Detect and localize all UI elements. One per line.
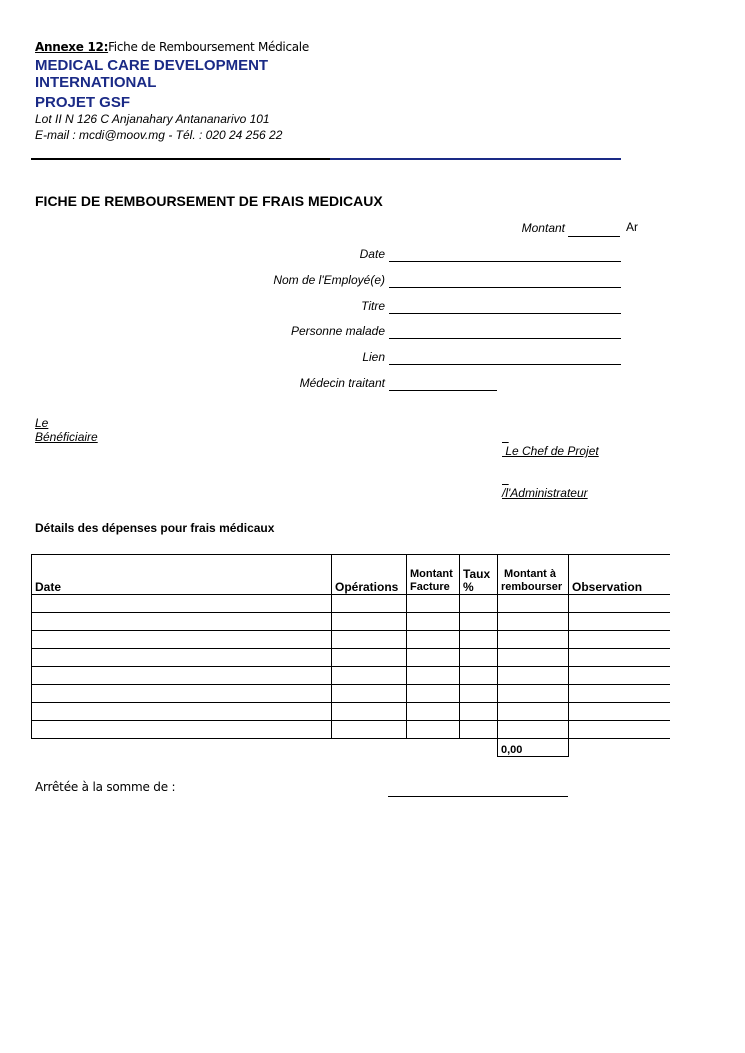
- doctor-label: Médecin traitant: [299, 376, 385, 390]
- cell-observation[interactable]: [569, 649, 670, 667]
- cell-observation[interactable]: [569, 667, 670, 685]
- cell-taux[interactable]: [460, 667, 498, 685]
- cell-date[interactable]: [32, 595, 332, 613]
- table-row: [32, 595, 670, 613]
- table-row: [32, 631, 670, 649]
- cell-operations[interactable]: [332, 613, 407, 631]
- cell-taux[interactable]: [460, 685, 498, 703]
- cell-date[interactable]: [32, 685, 332, 703]
- cell-montant-facture[interactable]: [407, 667, 460, 685]
- table-row: [32, 703, 670, 721]
- col-taux: [460, 555, 498, 595]
- employee-label: Nom de l'Employé(e): [273, 273, 385, 287]
- col-montant-facture-line1: Montant: [410, 568, 453, 580]
- cell-operations[interactable]: [332, 631, 407, 649]
- cell-observation[interactable]: [569, 631, 670, 649]
- table-row: [32, 685, 670, 703]
- cell-observation[interactable]: [569, 703, 670, 721]
- doctor-field[interactable]: [389, 390, 497, 391]
- annex-title: [35, 40, 309, 54]
- col-montant-rembourser: [498, 555, 569, 595]
- annex-label: Annexe 12:: [35, 40, 109, 54]
- chief-line2: /l'Administrateur: [502, 486, 588, 500]
- col-taux-line1: Taux: [463, 567, 491, 581]
- cell-operations[interactable]: [332, 703, 407, 721]
- cell-taux[interactable]: [460, 703, 498, 721]
- table-row: [32, 613, 670, 631]
- cell-montant-facture[interactable]: [407, 649, 460, 667]
- col-rembourser-line2: rembourser: [501, 581, 563, 593]
- cell-date[interactable]: [32, 631, 332, 649]
- cell-montant-rembourser[interactable]: [498, 721, 569, 739]
- titre-field[interactable]: [389, 313, 621, 314]
- lien-field[interactable]: [389, 364, 621, 365]
- header-divider-accent: [330, 158, 621, 160]
- beneficiary-line2: Bénéficiaire: [35, 430, 98, 444]
- cell-operations[interactable]: [332, 667, 407, 685]
- cell-date[interactable]: [32, 667, 332, 685]
- col-observation: Observation: [569, 555, 670, 595]
- cell-montant-rembourser[interactable]: [498, 703, 569, 721]
- cell-taux[interactable]: [460, 613, 498, 631]
- annex-text: Fiche de Remboursement Médicale: [108, 40, 309, 54]
- date-field[interactable]: [389, 261, 621, 262]
- cell-montant-facture[interactable]: [407, 703, 460, 721]
- expenses-table: [31, 554, 670, 757]
- montant-label: Montant: [521, 221, 565, 235]
- titre-label: Titre: [361, 299, 385, 313]
- date-label: Date: [359, 247, 385, 261]
- patient-field[interactable]: [389, 338, 621, 339]
- table-row: [32, 667, 670, 685]
- cell-montant-rembourser[interactable]: [498, 685, 569, 703]
- cell-montant-rembourser[interactable]: [498, 631, 569, 649]
- cell-taux[interactable]: [460, 631, 498, 649]
- cell-operations[interactable]: [332, 721, 407, 739]
- col-montant-facture-line2: Facture: [410, 581, 450, 593]
- cell-observation[interactable]: [569, 613, 670, 631]
- cell-montant-rembourser[interactable]: [498, 595, 569, 613]
- cell-observation[interactable]: [569, 595, 670, 613]
- cell-operations[interactable]: [332, 649, 407, 667]
- total-amount: 0,00: [498, 739, 569, 757]
- table-row: [32, 721, 670, 739]
- contact: E-mail : mcdi@moov.mg - Tél. : 020 24 256 22: [35, 128, 283, 142]
- project-name: PROJET GSF: [35, 94, 131, 111]
- chief-line1: Le Chef de Projet: [502, 444, 599, 458]
- cell-date[interactable]: [32, 721, 332, 739]
- table-row: [32, 649, 670, 667]
- cell-montant-facture[interactable]: [407, 721, 460, 739]
- org-name-line1: MEDICAL CARE DEVELOPMENT: [35, 57, 269, 74]
- total-row: [32, 739, 670, 757]
- form-title: FICHE DE REMBOURSEMENT DE FRAIS MEDICAUX: [35, 193, 383, 209]
- beneficiary-signature: [35, 416, 98, 444]
- arretee-label: Arrêtée à la somme de :: [35, 780, 176, 794]
- cell-operations[interactable]: [332, 595, 407, 613]
- employee-field[interactable]: [389, 287, 621, 288]
- details-heading: Détails des dépenses pour frais médicaux: [35, 521, 275, 535]
- cell-taux[interactable]: [460, 721, 498, 739]
- org-name-line2: INTERNATIONAL: [35, 74, 157, 91]
- beneficiary-line1: Le: [35, 416, 49, 430]
- col-montant-facture: [407, 555, 460, 595]
- table-header-row: [32, 555, 670, 595]
- cell-operations[interactable]: [332, 685, 407, 703]
- cell-observation[interactable]: [569, 721, 670, 739]
- cell-montant-rembourser[interactable]: [498, 667, 569, 685]
- cell-montant-facture[interactable]: [407, 685, 460, 703]
- lien-label: Lien: [362, 350, 385, 364]
- col-operations: Opérations: [332, 555, 407, 595]
- col-rembourser-line1: Montant à: [501, 568, 556, 580]
- cell-montant-facture[interactable]: [407, 595, 460, 613]
- cell-montant-rembourser[interactable]: [498, 613, 569, 631]
- cell-montant-rembourser[interactable]: [498, 649, 569, 667]
- cell-taux[interactable]: [460, 649, 498, 667]
- cell-montant-facture[interactable]: [407, 631, 460, 649]
- project-chief-signature: [502, 416, 599, 514]
- currency-label: Ar: [626, 220, 638, 234]
- cell-montant-facture[interactable]: [407, 613, 460, 631]
- arretee-field[interactable]: [388, 796, 568, 797]
- col-date: Date: [32, 555, 332, 595]
- cell-date[interactable]: [32, 649, 332, 667]
- cell-observation[interactable]: [569, 685, 670, 703]
- col-taux-line2: %: [463, 580, 474, 594]
- address: Lot II N 126 C Anjanahary Antananarivo 101: [35, 112, 270, 126]
- cell-date[interactable]: [32, 613, 332, 631]
- cell-date[interactable]: [32, 703, 332, 721]
- montant-field[interactable]: [568, 236, 620, 237]
- cell-taux[interactable]: [460, 595, 498, 613]
- patient-label: Personne malade: [290, 324, 385, 338]
